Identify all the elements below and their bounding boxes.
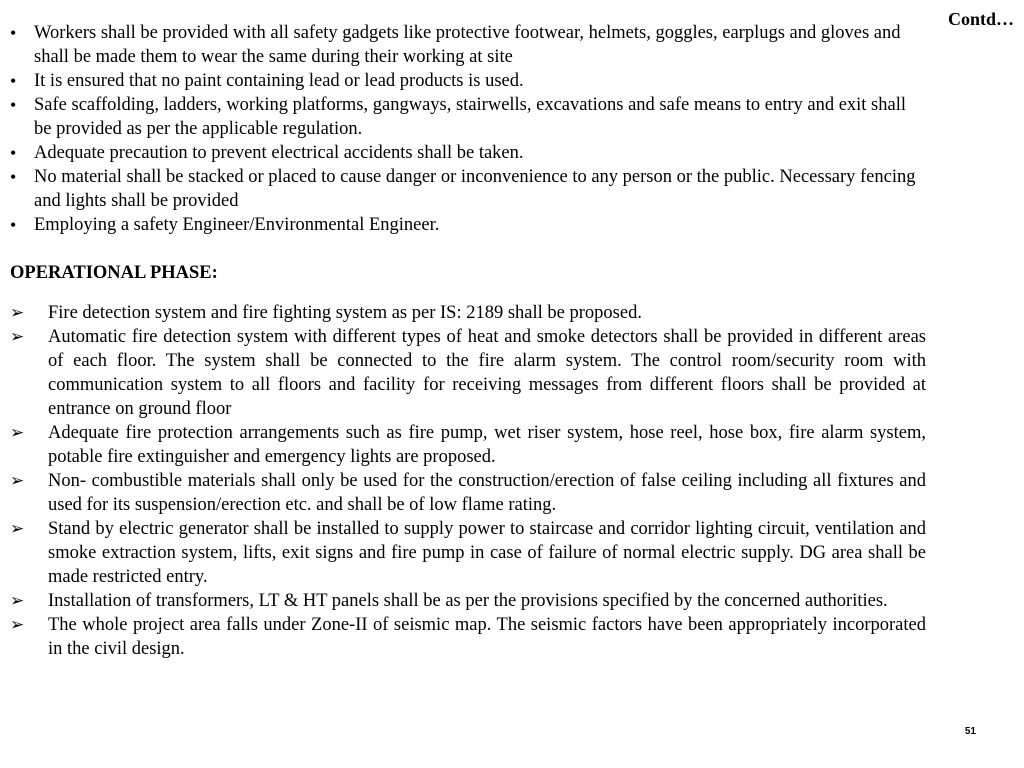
bullet-icon: •	[10, 215, 17, 235]
arrow-bullet-icon: ➢	[10, 471, 25, 491]
list-item	[10, 469, 926, 517]
list-item-text: Non- combustible materials shall only be used for the construction/erection of false ceiling including all fixtures and used for its suspension/erection etc. and shall be of low flame rating.	[48, 471, 926, 515]
list-item-text: Adequate fire protection arrangements such as fire pump, wet riser system, hose reel, hose box, fire alarm system, potable fire extinguisher and emergency lights are proposed.	[48, 423, 926, 467]
construction-safety-list	[10, 21, 922, 237]
list-item-text: Fire detection system and fire fighting system as per IS: 2189 shall be proposed.	[48, 303, 642, 323]
list-item	[10, 213, 922, 237]
bullet-icon: •	[10, 143, 17, 163]
list-item	[10, 21, 922, 69]
list-item-text: Stand by electric generator shall be installed to supply power to staircase and corridor lighting circuit, ventilation and smoke extraction system, lifts, exit signs and fire pump in case of failure of normal electric supply. DG area shall be made restricted entry.	[48, 519, 926, 587]
list-item-text: It is ensured that no paint containing lead or lead products is used.	[34, 71, 524, 91]
contd-label: Contd…	[947, 9, 1014, 29]
list-item-text: Automatic fire detection system with different types of heat and smoke detectors shall be provided in different areas of each floor. The system shall be connected to the fire alarm system. The control room/security room with communication system to all floors and facility for receiving messages from different floors shall be provided at entrance on ground floor	[48, 327, 926, 419]
list-item	[10, 93, 922, 141]
arrow-bullet-icon: ➢	[10, 303, 25, 323]
arrow-bullet-icon: ➢	[10, 423, 25, 443]
arrow-bullet-icon: ➢	[10, 591, 25, 611]
list-item-text: Installation of transformers, LT & HT panels shall be as per the provisions specified by the concerned authorities.	[48, 591, 888, 611]
operational-phase-list	[10, 301, 926, 661]
list-item	[10, 613, 926, 661]
bullet-icon: •	[10, 23, 17, 43]
page-number: 51	[964, 726, 976, 737]
bullet-icon: •	[10, 71, 17, 91]
bullet-icon: •	[10, 167, 17, 187]
list-item	[10, 517, 926, 589]
list-item-text: No material shall be stacked or placed to cause danger or inconvenience to any person or the public. Necessary fencing and lights shall be provided	[34, 167, 916, 211]
bullet-icon: •	[10, 95, 17, 115]
list-item-text: The whole project area falls under Zone-II of seismic map. The seismic factors have been appropriately incorporated in the civil design.	[48, 615, 926, 659]
list-item-text: Safe scaffolding, ladders, working platforms, gangways, stairwells, excavations and safe means to entry and exit shall be provided as per the applicable regulation.	[34, 95, 907, 139]
list-item-text: Workers shall be provided with all safety gadgets like protective footwear, helmets, goggles, earplugs and gloves and shall be made them to wear the same during their working at site	[34, 23, 901, 67]
list-item	[10, 141, 922, 165]
list-item-text: Adequate precaution to prevent electrical accidents shall be taken.	[34, 143, 524, 163]
section-heading: OPERATIONAL PHASE:	[10, 263, 218, 283]
list-item	[10, 589, 926, 613]
list-item	[10, 421, 926, 469]
arrow-bullet-icon: ➢	[10, 519, 25, 539]
arrow-bullet-icon: ➢	[10, 327, 25, 347]
list-item-text: Employing a safety Engineer/Environmental Engineer.	[34, 215, 440, 235]
list-item	[10, 325, 926, 421]
list-item	[10, 165, 922, 213]
list-item	[10, 301, 926, 325]
arrow-bullet-icon: ➢	[10, 615, 25, 635]
list-item	[10, 69, 922, 93]
